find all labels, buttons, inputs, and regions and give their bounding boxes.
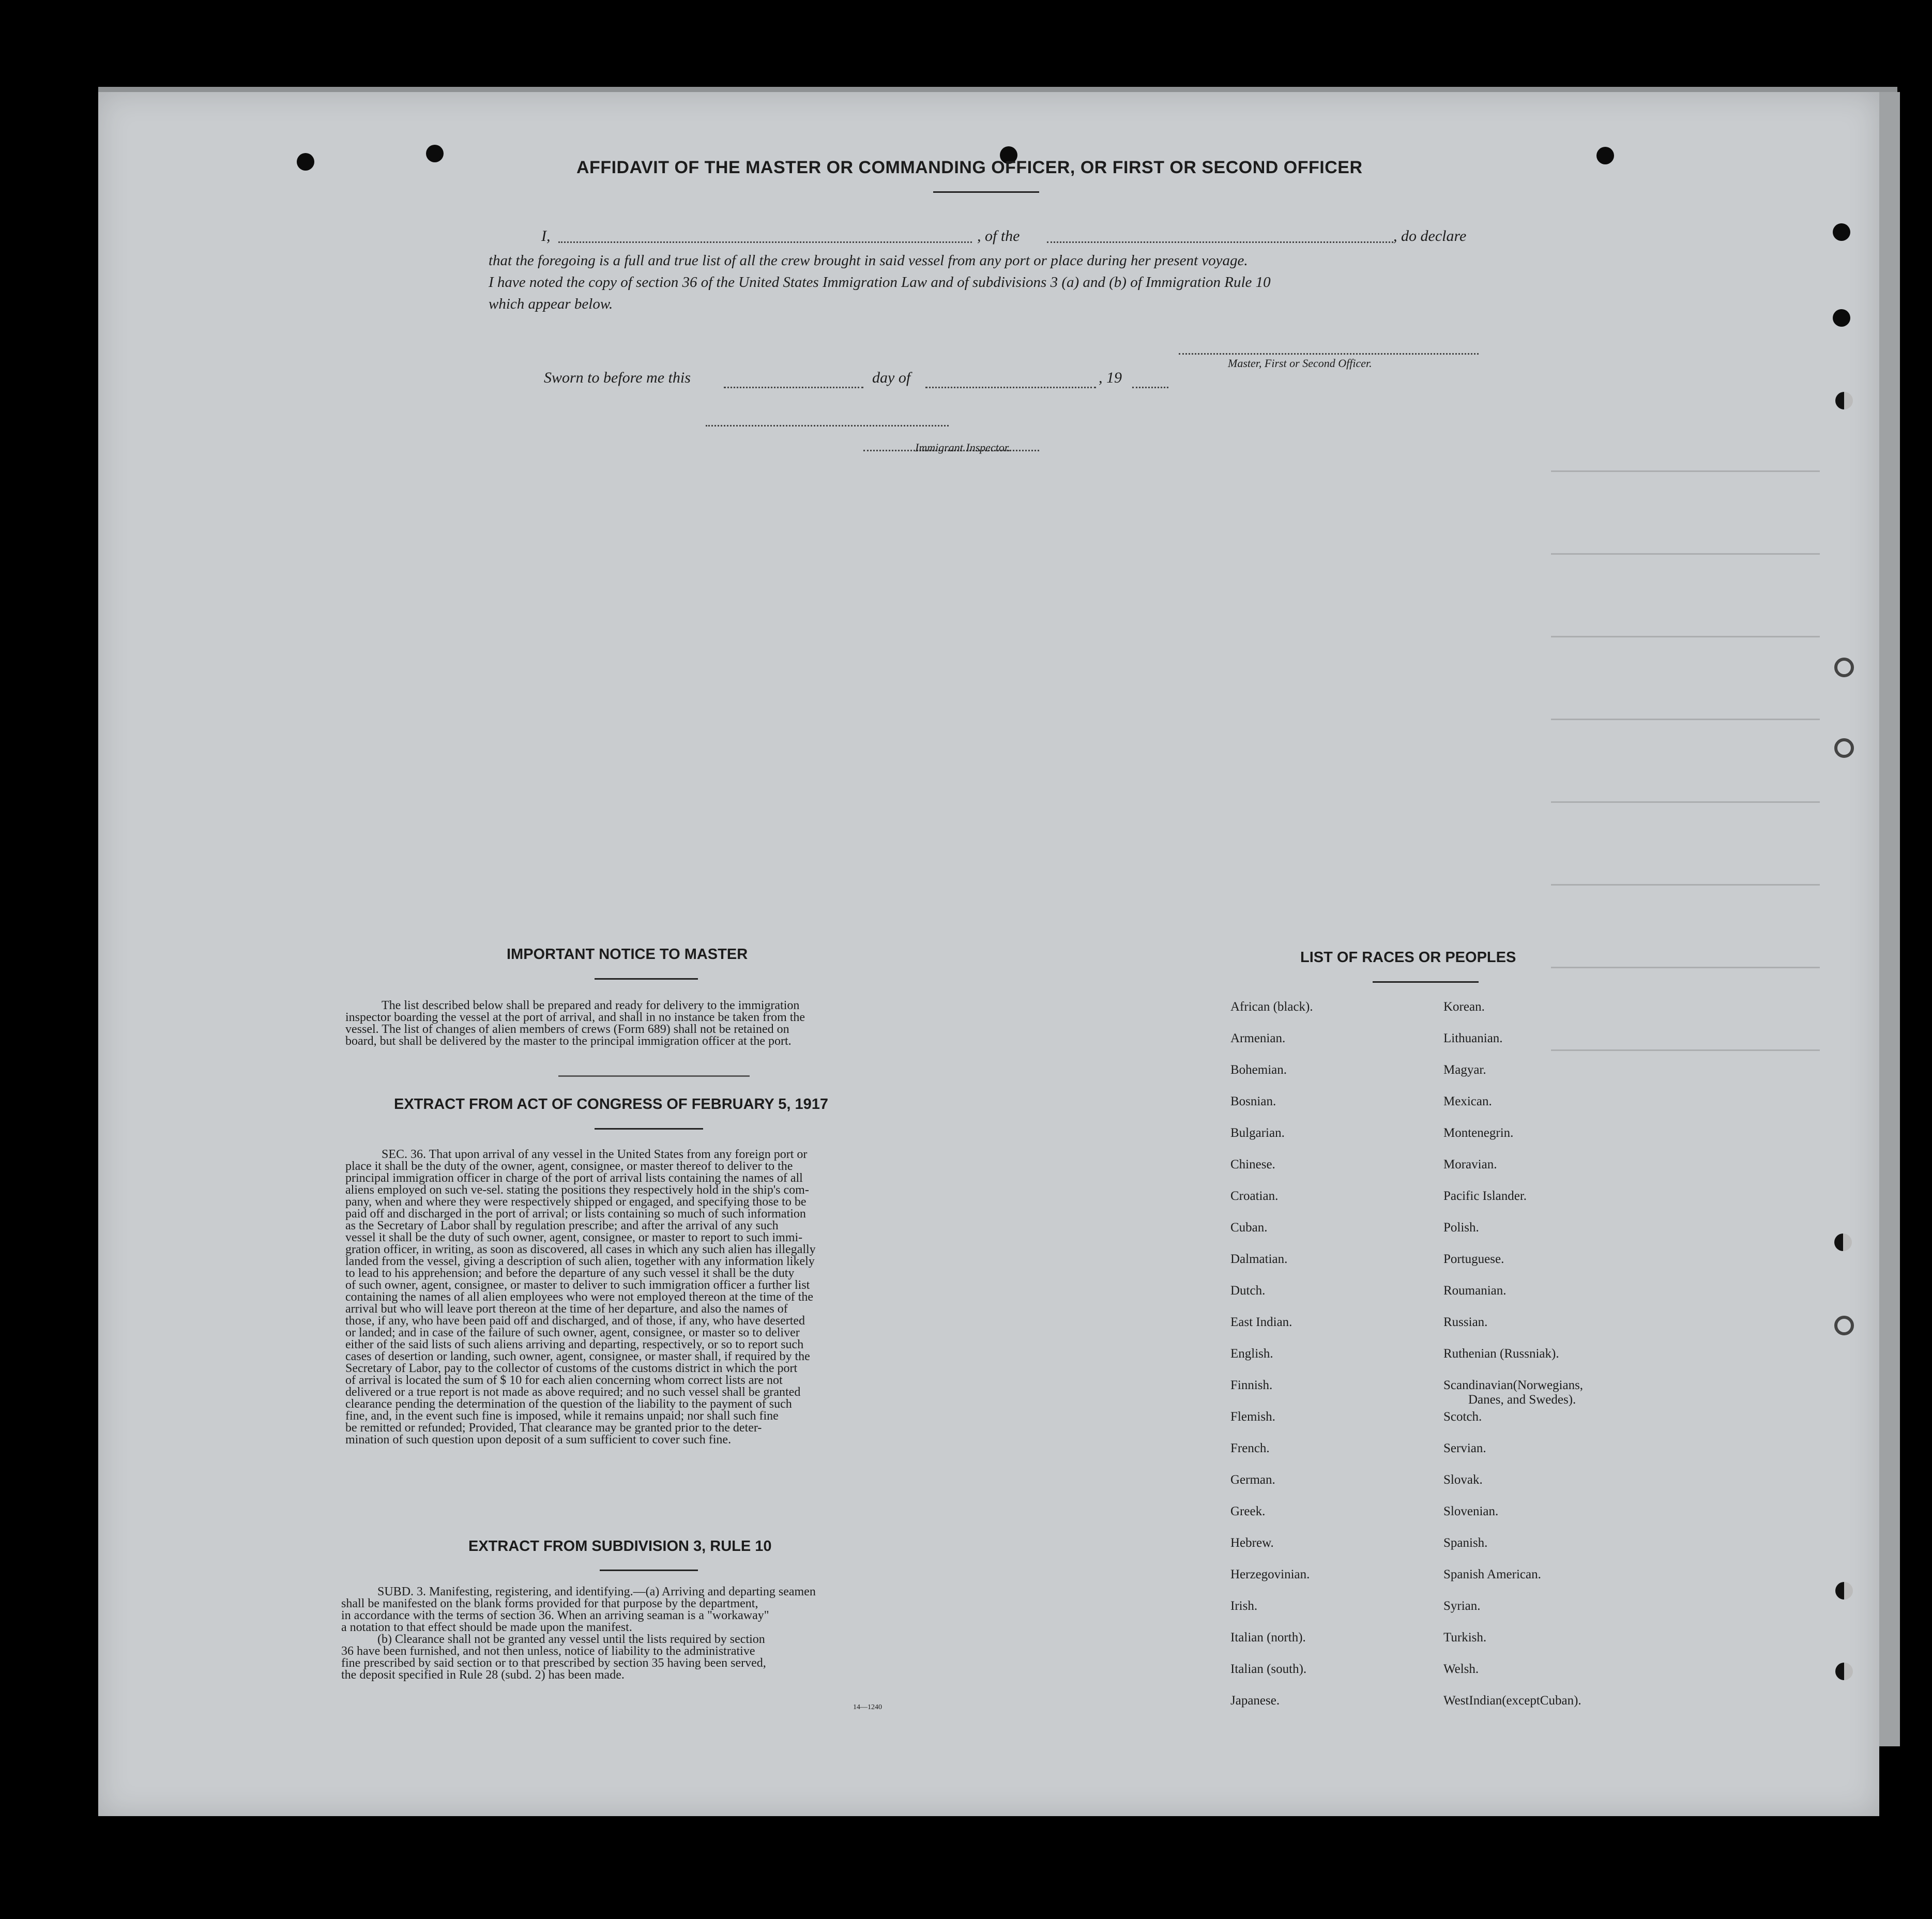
act-line: or landed; and in case of the failure of such owner, agent, consignee, or master so to deliver [345,1326,800,1339]
race-item: WestIndian(exceptCuban). [1443,1694,1581,1708]
race-item: Flemish. [1230,1410,1275,1424]
master-name-field[interactable] [558,241,972,243]
race-item: German. [1230,1473,1275,1487]
rule-title: EXTRACT FROM SUBDIVISION 3, RULE 10 [468,1538,772,1555]
punch-hole [297,153,314,171]
race-item: Moravian. [1443,1158,1497,1171]
rule-line: a notation to that effect should be made upon the manifest. [341,1621,632,1634]
form-number: 14—1240 [853,1703,882,1711]
inspector-caption: Immigrant Inspector. [915,441,1011,454]
affidavit-line-3: I have noted the copy of section 36 of the United States Immigration Law and of subdivisions 3 (a) and (b) of Immigration Rule 10 [489,274,1271,291]
act-line: paid off and discharged in the port of arrival; or lists containing so much of such information [345,1207,806,1221]
race-item: French. [1230,1441,1270,1455]
act-line: SEC. 36. That upon arrival of any vessel in the United States from any foreign port or [382,1148,808,1161]
sworn-month-field[interactable] [925,387,1096,388]
bleed-through [1551,470,1820,472]
act-line: clearance pending the determination of the question of the liability to the payment of such [345,1397,792,1411]
punch-hole [1834,658,1854,677]
year-prefix: , 19 [1099,369,1122,386]
act-line: either of the said lists of such aliens arriving and departing, respectively, or so to report such [345,1338,804,1351]
section-divider [558,1075,750,1077]
race-item: Herzegovinian. [1230,1567,1310,1581]
bleed-through [1551,884,1820,886]
race-item: Finnish. [1230,1378,1273,1392]
race-item [1443,1378,1583,1410]
race-item: Croatian. [1230,1189,1279,1203]
vessel-name-field[interactable] [1047,241,1393,243]
race-item: Italian (north). [1230,1631,1306,1644]
day-of-text: day of [872,369,911,386]
act-line: gration officer, in writing, as soon as discovered, all cases in which any such alien has illegally [345,1243,816,1256]
race-item: Dalmatian. [1230,1252,1288,1266]
rule-line: (b) Clearance shall not be granted any vessel until the lists required by section [377,1633,765,1646]
races-right-column [1443,1000,1583,1725]
punch-hole [1835,1582,1853,1600]
act-line: vessel it shall be the duty of such owner, agent, consignee, or master to report to such immi- [345,1231,803,1244]
race-item: Chinese. [1230,1158,1275,1171]
races-underline [1373,981,1479,983]
notice-line: vessel. The list of changes of alien members of crews (Form 689) shall not be retained on [345,1023,789,1036]
punch-hole [1835,1663,1853,1680]
punch-hole [1833,223,1850,241]
act-line: mination of such question upon deposit of a sum sufficient to cover such fine. [345,1433,732,1446]
rule-line: SUBD. 3. Manifesting, registering, and identifying.—(a) Arriving and departing seamen [377,1585,816,1598]
race-item: Lithuanian. [1443,1031,1503,1045]
rule-underline [600,1570,698,1571]
punch-hole [426,145,444,162]
inspector-signature-field[interactable] [706,425,949,427]
affidavit-declare: , do declare [1393,227,1467,245]
race-item: African (black). [1230,1000,1313,1014]
affidavit-of-the: , of the [977,227,1020,245]
master-caption: Master, First or Second Officer. [1228,357,1372,370]
rule-line: in accordance with the terms of section 36. When an arriving seaman is a "workaway" [341,1609,769,1622]
title-underline [933,191,1039,193]
act-line: be remitted or refunded; Provided, That clearance may be granted prior to the deter- [345,1421,762,1435]
rule-line: fine prescribed by said section or to that prescribed by section 35 having been served, [341,1656,766,1670]
race-item: Polish. [1443,1221,1479,1235]
race-item: Russian. [1443,1315,1488,1329]
race-item: Pacific Islander. [1443,1189,1527,1203]
races-left-column [1230,1000,1313,1725]
punch-hole [1834,1316,1854,1335]
punch-hole [1834,1233,1852,1251]
notice-text [345,1000,950,1047]
act-line: arrival but who will leave port thereon at the time of her departure, and also the names of [345,1302,788,1316]
bleed-through [1551,1049,1820,1051]
race-item: Spanish American. [1443,1567,1541,1581]
affidavit-i: I, [541,227,551,245]
act-line: place it shall be the duty of the owner, agent, consignee, or master thereof to deliver to the [345,1160,793,1173]
act-line: principal immigration officer in charge of the port of arrival lists containing the names of all [345,1171,803,1185]
act-text [345,1149,950,1446]
race-item: Bosnian. [1230,1094,1276,1108]
rule-line: the deposit specified in Rule 28 (subd. 2) has been made. [341,1668,625,1682]
races-title: LIST OF RACES OR PEOPLES [1300,949,1516,966]
race-item: Servian. [1443,1441,1486,1455]
bleed-through [1551,719,1820,720]
act-line: landed from the vessel, giving a description of such alien, together with any information likely [345,1255,815,1268]
race-item: Bulgarian. [1230,1126,1285,1140]
notice-underline [595,978,698,980]
act-line: containing the names of all alien employees who were not employed thereon at the time of the [345,1290,814,1304]
act-line: to lead to his apprehension; and before the departure of any such vessel it shall be the duty [345,1267,795,1280]
document-page [98,92,1879,1816]
act-title: EXTRACT FROM ACT OF CONGRESS OF FEBRUARY 5, 1917 [394,1096,829,1113]
punch-hole [1596,147,1614,164]
rule-text [341,1586,946,1681]
rule-line: 36 have been furnished, and not then unless, notice of liability to the administrative [341,1644,755,1658]
sworn-day-field[interactable] [724,387,863,388]
race-item: Bohemian. [1230,1063,1287,1077]
race-item: Ruthenian (Russniak). [1443,1347,1559,1361]
bleed-through [1551,967,1820,968]
rule-line: shall be manifested on the blank forms provided for that purpose by the department, [341,1597,758,1610]
punch-hole [1834,738,1854,758]
sworn-year-field[interactable] [1132,387,1168,388]
race-item: Armenian. [1230,1031,1286,1045]
act-line: of arrival is located the sum of $ 10 for each alien concerning whom correct lists are not [345,1374,783,1387]
race-item: English. [1230,1347,1273,1361]
act-line: fine, and, in the event such fine is imposed, while it remains unpaid; nor shall such fine [345,1409,779,1423]
race-item: Dutch. [1230,1284,1266,1298]
act-line: those, if any, who have been paid off and discharged, and of those, if any, who have deserted [345,1314,805,1328]
notice-title: IMPORTANT NOTICE TO MASTER [507,946,748,963]
act-line: aliens employed on such ve-sel. stating the positions they respectively hold in the ship's com- [345,1183,809,1197]
bleed-through [1551,801,1820,803]
race-item: Korean. [1443,1000,1485,1014]
race-item: Turkish. [1443,1631,1487,1644]
race-item: Greek. [1230,1504,1266,1518]
race-item-continuation: Danes, and Swedes). [1468,1393,1576,1407]
affidavit-line-2: that the foregoing is a full and true list of all the crew brought in said vessel from any port or place during her present voyage. [489,252,1248,269]
notice-line: inspector boarding the vessel at the port of arrival, and shall in no instance be taken from the [345,1011,805,1024]
race-item: Scotch. [1443,1410,1482,1424]
race-item: Slovenian. [1443,1504,1499,1518]
act-underline [595,1128,703,1130]
affidavit-line-4: which appear below. [489,296,613,312]
race-item: Montenegrin. [1443,1126,1514,1140]
race-item: Portuguese. [1443,1252,1504,1266]
act-line: as the Secretary of Labor shall by regulation prescribe; and after the arrival of any such [345,1219,779,1232]
race-item: Italian (south). [1230,1662,1307,1676]
race-item: Spanish. [1443,1536,1488,1550]
notice-line: board, but shall be delivered by the master to the principal immigration officer at the port. [345,1034,792,1048]
race-item-text: Scandinavian(Norwegians, [1443,1378,1584,1392]
act-line: pany, when and where they were respectively shipped or engaged, and specifying those to be [345,1195,807,1209]
act-line: Secretary of Labor, pay to the collector of customs of the customs district in which the port [345,1362,798,1375]
master-signature-field[interactable] [1179,353,1479,355]
act-line: of such owner, agent, consignee, or master to deliver to such immigration officer a further list [345,1278,810,1292]
race-item: Welsh. [1443,1662,1479,1676]
bleed-through [1551,553,1820,555]
race-item: Cuban. [1230,1221,1268,1235]
bleed-through [1551,636,1820,637]
race-item: Hebrew. [1230,1536,1274,1550]
act-line: cases of desertion or landing, such owner, agent, consignee, or master shall, if required by the [345,1350,810,1363]
race-item: Mexican. [1443,1094,1492,1108]
act-line: delivered or a true report is not made as above required; and no such vessel shall be granted [345,1385,801,1399]
race-item: Magyar. [1443,1063,1486,1077]
race-item: East Indian. [1230,1315,1292,1329]
race-item: Slovak. [1443,1473,1483,1487]
sworn-text: Sworn to before me this [544,369,691,386]
race-item: Syrian. [1443,1599,1481,1613]
affidavit-title: AFFIDAVIT OF THE MASTER OR COMMANDING OFFICER, OR FIRST OR SECOND OFFICER [576,158,1363,177]
punch-hole [1833,309,1850,327]
page-right-edge [1879,92,1900,1746]
race-item: Roumanian. [1443,1284,1507,1298]
race-item: Irish. [1230,1599,1258,1613]
notice-line: The list described below shall be prepared and ready for delivery to the immigration [382,999,800,1012]
race-item: Japanese. [1230,1694,1280,1708]
punch-hole [1835,392,1853,409]
